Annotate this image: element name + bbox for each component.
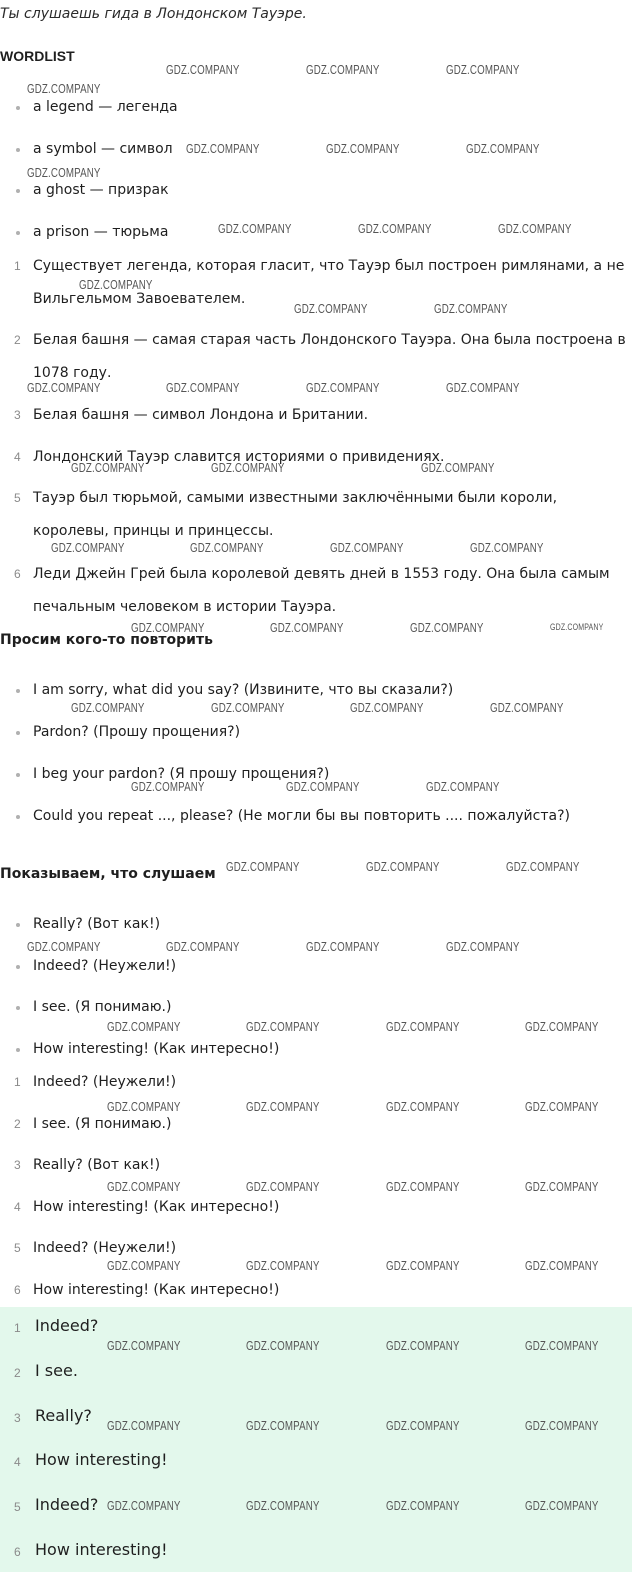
match-item: 2 I see. (Я понимаю.) [14, 1116, 172, 1132]
bullet-dot [16, 1048, 20, 1052]
match-item: 1 Indeed? (Неужели!) [14, 1074, 177, 1090]
statement-item: 1 Существует легенда, которая гласит, что Тауэр был построен римлянами, а не Вильгельмом Завоевателем. [14, 258, 625, 307]
watermark: GDZ.COMPANY [27, 82, 101, 96]
watermark: GDZ.COMPANY [421, 461, 495, 475]
watermark: GDZ.COMPANY [107, 1020, 181, 1034]
match-item: 3 Really? (Вот как!) [14, 1157, 161, 1173]
watermark: GDZ.COMPANY [498, 222, 572, 236]
watermark: GDZ.COMPANY [27, 940, 101, 954]
watermark: GDZ.COMPANY [506, 860, 580, 874]
watermark: GDZ.COMPANY [246, 1419, 320, 1433]
watermark: GDZ.COMPANY [226, 860, 300, 874]
watermark: GDZ.COMPANY [211, 461, 285, 475]
bullet-dot [16, 965, 20, 969]
watermark: GDZ.COMPANY [386, 1020, 460, 1034]
watermark: GDZ.COMPANY [190, 541, 264, 555]
bullet-dot [16, 689, 20, 693]
watermark: GDZ.COMPANY [386, 1499, 460, 1513]
watermark: GDZ.COMPANY [550, 622, 604, 632]
watermark: GDZ.COMPANY [306, 381, 380, 395]
watermark: GDZ.COMPANY [525, 1339, 599, 1353]
repeat-heading: Просим кого-то повторить [0, 632, 213, 648]
watermark: GDZ.COMPANY [107, 1419, 181, 1433]
watermark: GDZ.COMPANY [525, 1499, 599, 1513]
page: Ты слушаешь гида в Лондонском Тауэре. WORDLIST a legend — легенда a symbol — символ a ghost — призрак a prison — тюрьма 1 Существует легенда, которая гласит, что Тауэр был построен римлянами, а не Вильгельмом Завоевателем. 2 Белая башня — самая старая часть Лондонского Тауэра. Она была построена в 1078 году. 3 Белая башня — символ Лондона и Британии. 4 Лондонский Тауэр славится историями о привидениях. 5 Тауэр был тюрьмой, самыми известными заключёнными были короли, королевы, принцы и принцессы. 6 Леди Джейн Грей была королевой девять дней в 1553 году. Она была самым печальным человеком в истории Тауэра. Просим кого-то повторить I am sorry, what did you say? (Извините, что вы сказали?) Pardon? (Прошу прощения?) I beg your pardon? (Я прошу прощения?) Could you repeat ..., please? (Не могли бы вы повторить .... пожалуйста?) Показываем, что слушаем Really? (Вот как!) Indeed? (Неужели!) I see. (Я понимаю.) How interesting! (Как интересно!) 1 Indeed? (Неужели!) 2 I see. (Я понимаю.) 3 Really? (Вот как!) 4 How interesting! (Как интересно!) 5 Indeed? (Неужели!) 6 How interesting! (Как интересно!) 1 Indeed? 2 I see. 3 Really? 4 How interesting! 5 Indeed? 6 How interesting! GDZ.COMPANY GDZ.COMPANY GDZ.COMPANY GDZ.COMPANY GDZ.COMPANY GDZ.COMPANY GDZ.COMPANY GDZ.COMPANY GDZ.COMPANY GDZ.COMPANY GDZ.COMPANY GDZ.COMPANY GDZ.COMPANY GDZ.COMPANY GDZ.COMPANY GDZ.COMPANY GDZ.COMPANY GDZ.COMPANY GDZ.COMPANY GDZ.COMPANY GDZ.COMPANY GDZ.COMPANY GDZ.COMPANY GDZ.COMPANY GDZ.COMPANY GDZ.COMPANY GDZ.COMPANY GDZ.COMPANY GDZ.COMPANY GDZ.COMPANY GDZ.COMPANY GDZ.COMPANY GDZ.COMPANY GDZ.COMPANY GDZ.COMPANY GDZ.COMPANY GDZ.COMPANY GDZ.COMPANY GDZ.COMPANY GDZ.COMPANY GDZ.COMPANY GDZ.COMPANY GDZ.COMPANY GDZ.COMPANY GDZ.COMPANY GDZ.COMPANY GDZ.COMPANY GDZ.COMPANY GDZ.COMPANY GDZ.COMPANY GDZ.COMPANY GDZ.COMPANY GDZ.COMPANY GDZ.COMPANY GDZ.COMPANY GDZ.COMPANY GDZ.COMPANY GDZ.COMPANY GDZ.COMPANY GDZ.COMPANY GDZ.COMPANY GDZ.COMPANY GDZ.COMPANY GDZ.COMPANY GDZ.COMPANY GDZ.COMPANY GDZ.COMPANY GDZ.COMPANY GDZ.COMPANY GDZ.COMPANY GDZ.COMPANY [0, 0, 632, 1572]
watermark: GDZ.COMPANY [246, 1100, 320, 1114]
watermark: GDZ.COMPANY [434, 302, 508, 316]
statement-item: 5 Тауэр был тюрьмой, самыми известными заключёнными были короли, королевы, принцы и принцессы. [14, 490, 558, 539]
watermark: GDZ.COMPANY [107, 1100, 181, 1114]
watermark: GDZ.COMPANY [410, 621, 484, 635]
watermark: GDZ.COMPANY [386, 1180, 460, 1194]
bullet-dot [16, 773, 20, 777]
watermark: GDZ.COMPANY [107, 1339, 181, 1353]
watermark: GDZ.COMPANY [330, 541, 404, 555]
watermark: GDZ.COMPANY [525, 1100, 599, 1114]
match-item: 5 Indeed? (Неужели!) [14, 1240, 177, 1256]
watermark: GDZ.COMPANY [131, 780, 205, 794]
watermark: GDZ.COMPANY [446, 381, 520, 395]
watermark: GDZ.COMPANY [27, 381, 101, 395]
watermark: GDZ.COMPANY [79, 278, 153, 292]
statement-item: 6 Леди Джейн Грей была королевой девять дней в 1553 году. Она была самым печальным человеком в истории Тауэра. [14, 566, 610, 615]
watermark: GDZ.COMPANY [426, 780, 500, 794]
watermark: GDZ.COMPANY [446, 63, 520, 77]
watermark: GDZ.COMPANY [525, 1419, 599, 1433]
watermark: GDZ.COMPANY [306, 940, 380, 954]
watermark: GDZ.COMPANY [466, 142, 540, 156]
bullet-dot [16, 106, 20, 110]
watermark: GDZ.COMPANY [166, 940, 240, 954]
statement-item: 4 Лондонский Тауэр славится историями о привидениях. [14, 449, 445, 465]
watermark: GDZ.COMPANY [358, 222, 432, 236]
bullet-dot [16, 1006, 20, 1010]
bullet-dot [16, 231, 20, 235]
watermark: GDZ.COMPANY [246, 1020, 320, 1034]
watermark: GDZ.COMPANY [211, 701, 285, 715]
watermark: GDZ.COMPANY [386, 1339, 460, 1353]
match-item: 6 How interesting! (Как интересно!) [14, 1282, 280, 1298]
watermark: GDZ.COMPANY [246, 1499, 320, 1513]
watermark: GDZ.COMPANY [470, 541, 544, 555]
watermark: GDZ.COMPANY [71, 701, 145, 715]
watermark: GDZ.COMPANY [107, 1499, 181, 1513]
watermark: GDZ.COMPANY [525, 1180, 599, 1194]
watermark: GDZ.COMPANY [386, 1419, 460, 1433]
watermark: GDZ.COMPANY [107, 1259, 181, 1273]
watermark: GDZ.COMPANY [71, 461, 145, 475]
intro-text: Ты слушаешь гида в Лондонском Тауэре. [0, 6, 307, 22]
watermark: GDZ.COMPANY [131, 621, 205, 635]
match-item: 4 How interesting! (Как интересно!) [14, 1199, 280, 1215]
watermark: GDZ.COMPANY [166, 381, 240, 395]
watermark: GDZ.COMPANY [218, 222, 292, 236]
watermark: GDZ.COMPANY [294, 302, 368, 316]
watermark: GDZ.COMPANY [186, 142, 260, 156]
answers-panel: 1 Indeed? 2 I see. 3 Really? 4 How interesting! 5 Indeed? 6 How interesting! [0, 1307, 632, 1572]
watermark: GDZ.COMPANY [525, 1259, 599, 1273]
bullet-dot [16, 189, 20, 193]
watermark: GDZ.COMPANY [246, 1339, 320, 1353]
watermark: GDZ.COMPANY [107, 1180, 181, 1194]
watermark: GDZ.COMPANY [246, 1180, 320, 1194]
watermark: GDZ.COMPANY [366, 860, 440, 874]
watermark: GDZ.COMPANY [326, 142, 400, 156]
watermark: GDZ.COMPANY [525, 1020, 599, 1034]
watermark: GDZ.COMPANY [306, 63, 380, 77]
statement-item: 3 Белая башня — символ Лондона и Британии. [14, 407, 369, 423]
watermark: GDZ.COMPANY [51, 541, 125, 555]
watermark: GDZ.COMPANY [27, 166, 101, 180]
watermark: GDZ.COMPANY [386, 1100, 460, 1114]
watermark: GDZ.COMPANY [270, 621, 344, 635]
listening-heading: Показываем, что слушаем [0, 866, 216, 882]
bullet-dot [16, 731, 20, 735]
watermark: GDZ.COMPANY [166, 63, 240, 77]
watermark: GDZ.COMPANY [490, 701, 564, 715]
watermark: GDZ.COMPANY [386, 1259, 460, 1273]
watermark: GDZ.COMPANY [446, 940, 520, 954]
bullet-dot [16, 815, 20, 819]
watermark: GDZ.COMPANY [286, 780, 360, 794]
watermark: GDZ.COMPANY [246, 1259, 320, 1273]
bullet-dot [16, 148, 20, 152]
wordlist-heading: WORDLIST [0, 48, 75, 64]
bullet-dot [16, 923, 20, 927]
statement-item: 2 Белая башня — самая старая часть Лондонского Тауэра. Она была построена в 1078 году. [14, 332, 626, 381]
watermark: GDZ.COMPANY [350, 701, 424, 715]
